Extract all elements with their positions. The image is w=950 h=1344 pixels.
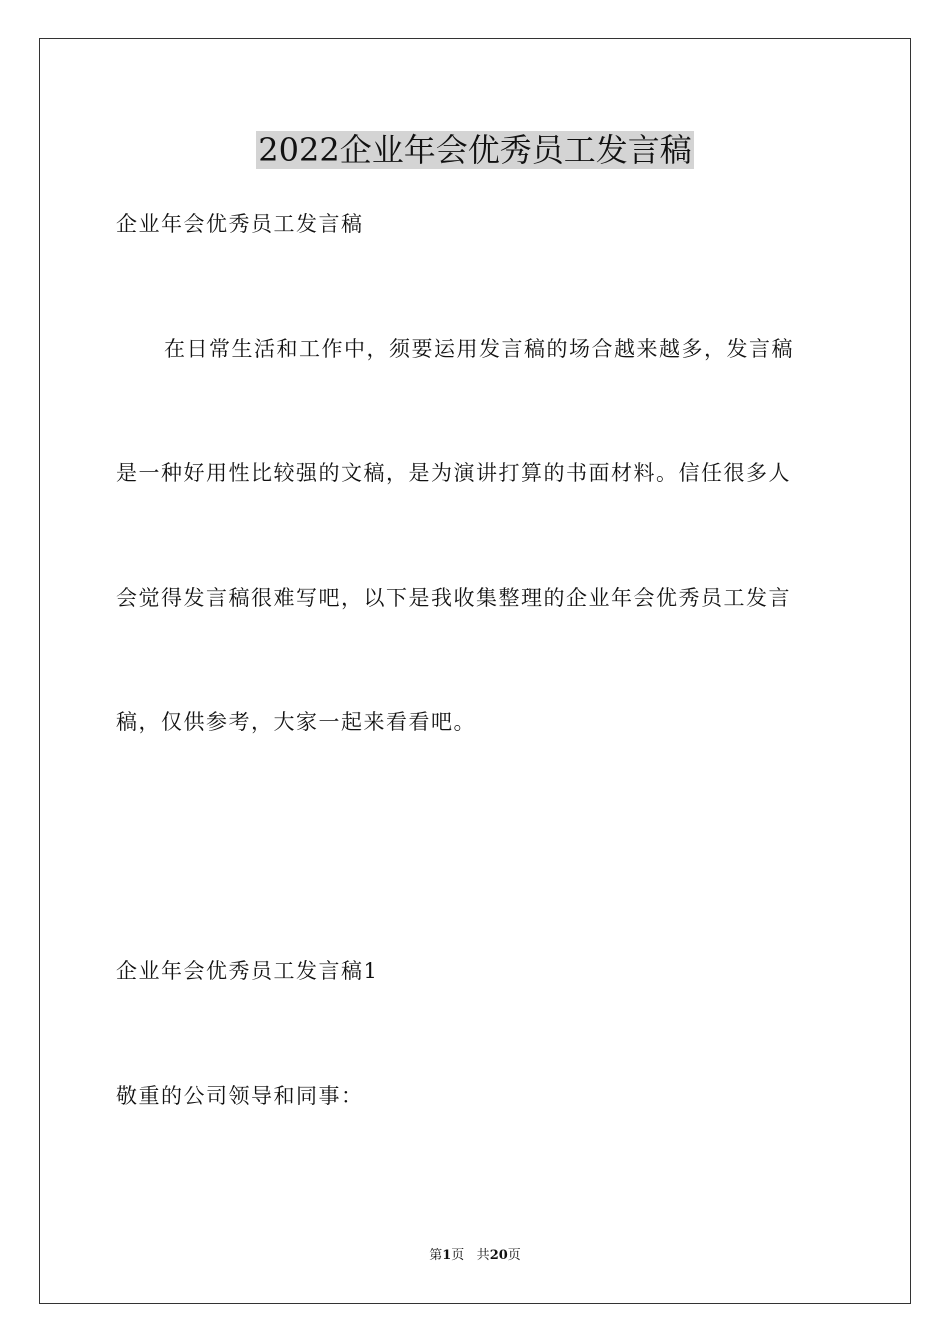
footer-page-suffix: 页 xyxy=(451,1248,465,1263)
page-footer xyxy=(0,1246,950,1266)
footer-page-prefix: 第 xyxy=(429,1248,443,1263)
document-subtitle: 企业年会优秀员工发言稿 xyxy=(116,212,364,236)
section-heading: 企业年会优秀员工发言稿1 xyxy=(116,959,379,983)
intro-line-4: 稿，仅供参考，大家一起来看看吧。 xyxy=(116,710,476,734)
footer-page-number: 1 xyxy=(442,1248,452,1263)
document-title xyxy=(0,126,950,174)
document-title-text: 2022企业年会优秀员工发言稿 xyxy=(258,131,692,169)
footer-total-pages: 20 xyxy=(489,1248,508,1263)
intro-line-3: 会觉得发言稿很难写吧，以下是我收集整理的企业年会优秀员工发言 xyxy=(116,586,791,610)
footer-total-prefix: 共 xyxy=(476,1248,490,1263)
intro-line-1: 在日常生活和工作中，须要运用发言稿的场合越来越多，发言稿 xyxy=(164,337,794,361)
footer-total-suffix: 页 xyxy=(507,1248,521,1263)
intro-line-2: 是一种好用性比较强的文稿，是为演讲打算的书面材料。信任很多人 xyxy=(116,461,791,485)
salutation: 敬重的公司领导和同事： xyxy=(116,1084,364,1108)
